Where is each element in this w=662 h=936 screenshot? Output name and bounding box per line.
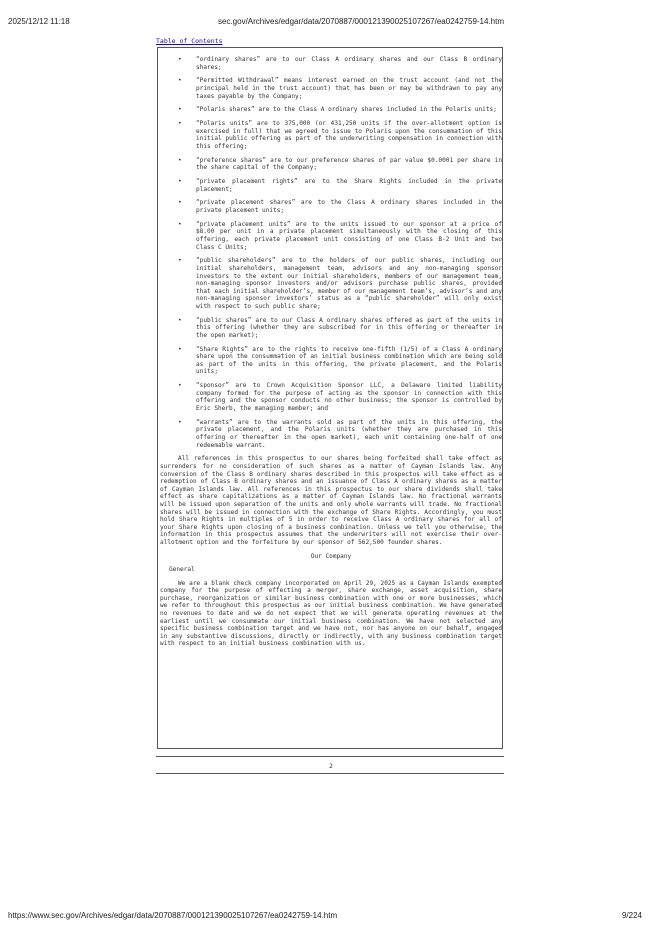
definition-text: “Polaris units” are to 375,000 (or 431,250 units if the over-allotment option is exercised in full) that we agreed to issue to Polaris upon the consummation of this initial public offering as part of the underwriting compensation in connection with this offering; [196, 120, 502, 150]
definition-text: “public shares” are to our Class A ordinary shares offered as part of the units in this offering (whether they are subscribed for in this offering or thereafter in the open market); [196, 316, 502, 339]
definition-item [160, 178, 502, 193]
paragraph-general: We are a blank check company incorporated on April 29, 2025 as a Cayman Islands exempted company for the purpose of effecting a merger, share exchange, asset acquisition, share purchase, reorganization or similar business combination with one or more businesses, which we refer to throughout this prospectus as our initial business combination. We have generated no revenues to date and we do not expect that we will generate operating revenues at the earliest until we consummate our initial business combination. We have not selected any specific business combination target and we have not, nor has anyone on our behalf, engaged in any substantive discussions, directly or indirectly, with any business combination target with respect to an initial business combination with us. [160, 579, 502, 648]
definition-item [160, 157, 502, 172]
definition-item [160, 419, 502, 449]
bullet-icon: • [178, 418, 182, 426]
bullet-icon: • [178, 106, 182, 114]
definition-text: “sponsor” are to Crown Acquisition Sponsor LLC, a Delaware limited liability company formed for the purpose of acting as the sponsor in connection with this offering and the sponsor conducts no other business; the sponsor is controlled by Eric Sherb, the managing member; and [196, 382, 502, 413]
bullet-icon: • [178, 178, 182, 186]
bullet-icon: • [178, 382, 182, 390]
definition-item [160, 77, 502, 100]
definition-item [160, 120, 502, 150]
definition-item [160, 56, 502, 71]
bullet-icon: • [178, 199, 182, 207]
bullet-icon: • [178, 156, 182, 164]
page-divider-bottom [156, 773, 504, 774]
bullet-icon: • [178, 257, 182, 265]
definition-text: “Polaris shares” are to the Class A ordinary shares included in the Polaris units; [196, 106, 497, 114]
section-heading: Our Company [310, 552, 352, 560]
definition-text: “Share Rights” are to the rights to receive one-fifth (1/5) of a Class A ordinary share upon the consummation of an initial business combination which are being sold as part of the units in this offering, the private placement, and the Polaris units; [196, 345, 502, 376]
bullet-icon: • [178, 220, 182, 228]
paragraph-references: All references in this prospectus to our shares being forfeited shall take effect as surrenders for no consideration of such shares as a matter of Cayman Islands law. Any conversion of the Class B ordinary shares described in this prospectus will take effect as a redemption of Class B ordinary shares and an issuance of Class A ordinary shares as a matter of Cayman Islands law. All references in this prospectus to our share dividends shall take effect as share capitalizations as a matter of Cayman Islands law. No fractional warrants will be issued upon separation of the units and only whole warrants will trade. No fractional shares will be issued in connection with the exchange of Share Rights. Accordingly, you must hold Share Rights in multiples of 5 in order to receive Class A ordinary shares for all of your Share Rights upon closing of a business combination. Unless we tell you otherwise, the information in this prospectus assumes that the underwriters will not exercise their over-allotment option and the forfeiture by our sponsor of 562,500 founder shares. [160, 455, 502, 546]
document-body [160, 56, 502, 654]
definition-text: “ordinary shares” are to our Class A ordinary shares and our Class B ordinary shares; [196, 56, 502, 71]
definition-item [160, 199, 502, 214]
definition-item [160, 346, 502, 376]
bullet-icon: • [178, 56, 182, 63]
bullet-icon: • [178, 120, 182, 128]
definition-item [160, 221, 502, 251]
page-divider [156, 756, 504, 757]
definition-text: “Permitted Withdrawal” means interest earned on the trust account (and not the principal held in the trust account) that has been or may be withdrawn to pay any taxes payable by the Company; [196, 77, 502, 100]
definition-item [160, 257, 502, 310]
table-of-contents-link[interactable]: Table of Contents [156, 37, 223, 45]
print-datetime: 2025/12/12 11:18 [8, 17, 70, 26]
print-page-count: 9/224 [621, 911, 642, 920]
definition-text: “private placement rights” are to the Share Rights included in the private placement; [196, 178, 502, 193]
bullet-icon: • [178, 345, 182, 353]
print-url: https://www.sec.gov/Archives/edgar/data/2070887/000121390025107267/ea0242759-14.htm [8, 911, 338, 920]
definitions-list [160, 56, 502, 449]
page-number: 2 [329, 762, 333, 770]
definition-text: “public shareholders” are to the holders of our public shares, including our initial shareholders, management team, advisors and any non-managing sponsor investors to the extent our initial shareholders, members of our management team, non-managing sponsor investors and/or advisors purchase public shares, provided that each initial shareholder’s, member of our management team’s, advisor’s and any non-managing sponsor investors’ status as a “public shareholder” will only exist with respect to such public share; [196, 257, 502, 310]
print-page-title: sec.gov/Archives/edgar/data/2070887/000121390025107267/ea0242759-14.htm [218, 17, 505, 26]
definition-text: “preference shares” are to our preference shares of par value $0.0001 per share in the share capital of the Company; [196, 156, 502, 172]
subheading: General [169, 566, 195, 574]
definition-item [160, 106, 502, 114]
bullet-icon: • [178, 77, 182, 85]
definition-text: “private placement shares” are to the Class A ordinary shares included in the private placement units; [196, 199, 502, 215]
definition-item [160, 317, 502, 340]
definition-item [160, 382, 502, 412]
definition-text: “private placement units” are to the units issued to our sponsor at a price of $8.00 per unit in a private placement simultaneously with the closing of this offering, each private placement unit consisting of one Class B-2 Unit and two Class C Units; [196, 220, 502, 251]
bullet-icon: • [178, 316, 182, 324]
definition-text: “warrants” are to the warrants sold as part of the units in this offering, the private placement, and the Polaris units (whether they are purchased in this offering or thereafter in the open market), each unit containing one-half of one redeemable warrant. [196, 418, 502, 449]
